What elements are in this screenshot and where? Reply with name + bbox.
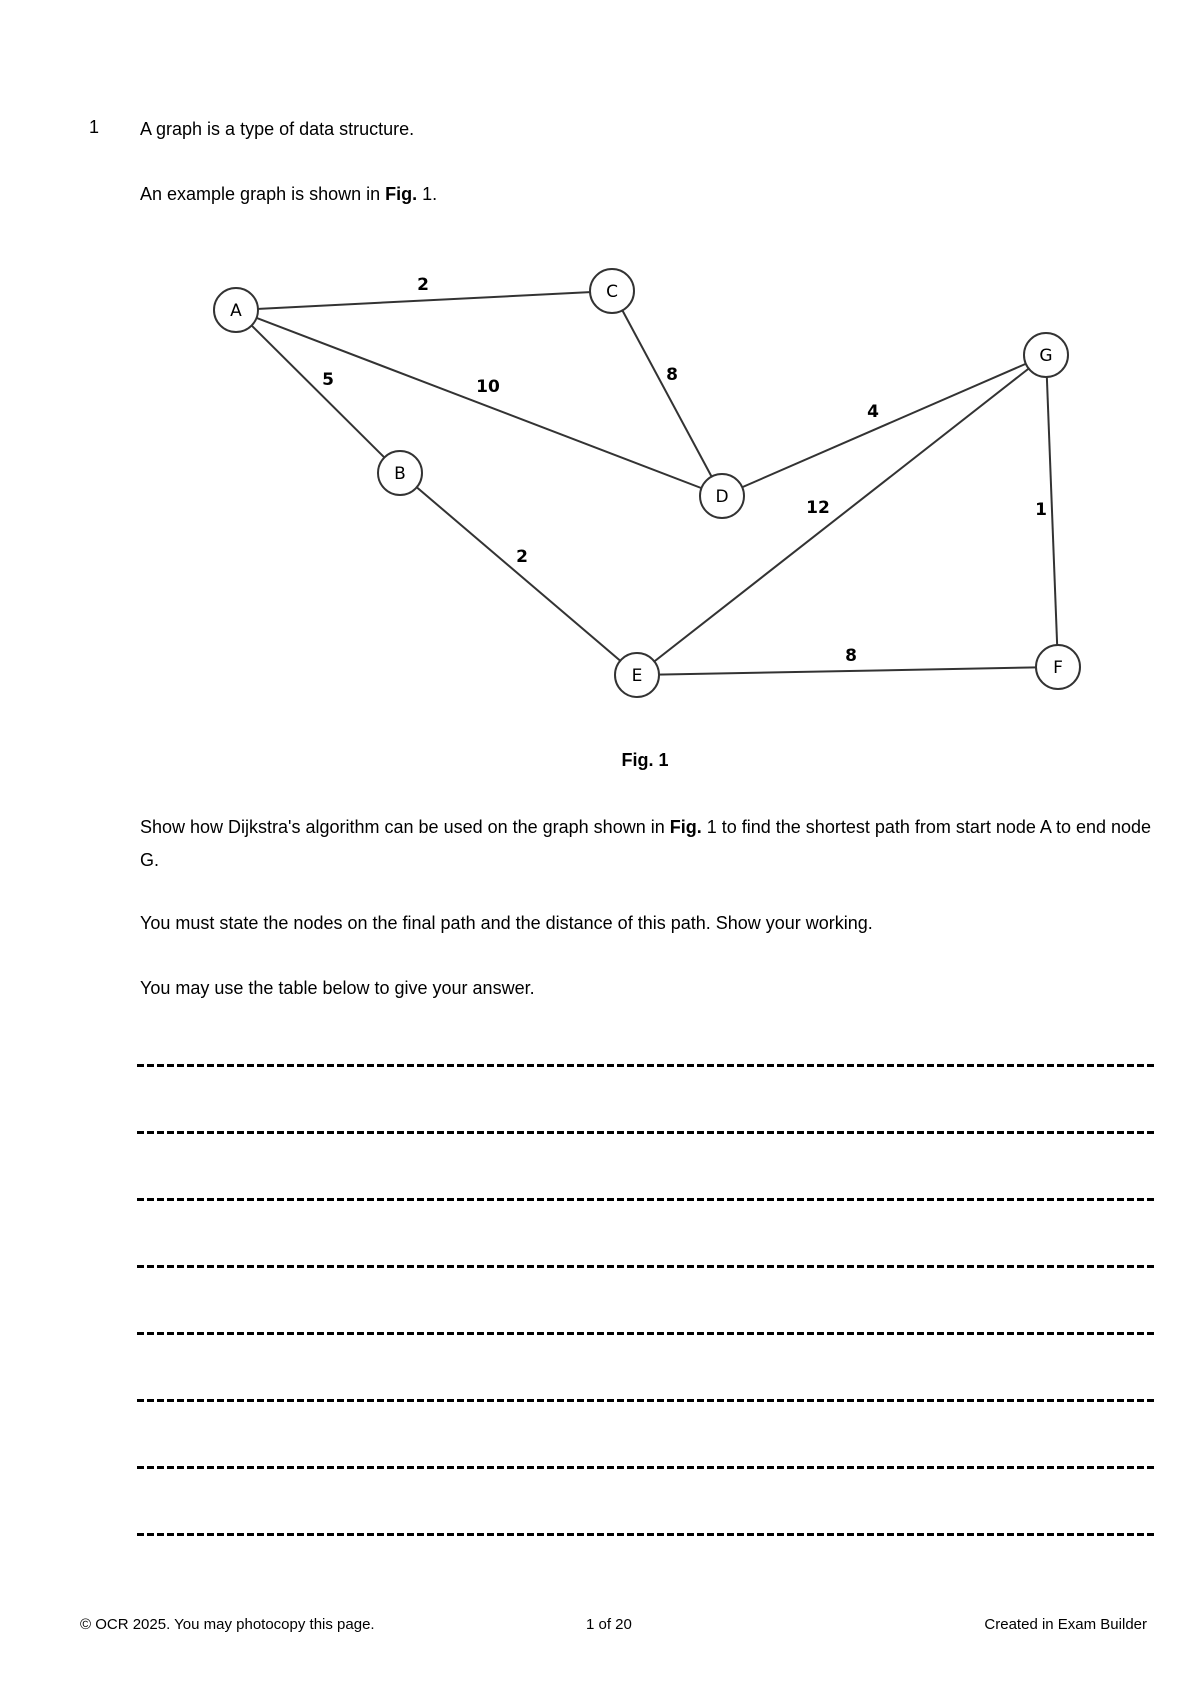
- figure-reference-bold: Fig.: [385, 184, 418, 204]
- edge-weight-e-g: 12: [806, 498, 830, 518]
- edge-e-f: [637, 667, 1058, 675]
- question-task-after: 1 to find the shortest path from start node A to end node G.: [140, 817, 1152, 870]
- edge-g-f: [1046, 355, 1058, 667]
- edge-weight-e-f: 8: [845, 646, 857, 666]
- answer-line[interactable]: [137, 1332, 1157, 1399]
- question-intro: A graph is a type of data structure.: [140, 119, 415, 139]
- node-label-a: A: [230, 301, 242, 321]
- node-label-f: F: [1053, 658, 1063, 678]
- graph-figure: [0, 0, 1200, 760]
- edge-weight-b-e: 2: [516, 547, 528, 567]
- node-label-c: C: [606, 282, 618, 302]
- edge-a-d: [236, 310, 722, 496]
- answer-line[interactable]: [137, 1399, 1157, 1466]
- node-label-g: G: [1039, 346, 1053, 366]
- answer-line[interactable]: [137, 1131, 1157, 1198]
- answer-line[interactable]: [137, 1466, 1157, 1533]
- figure-reference-after: 1.: [417, 184, 438, 204]
- answer-line[interactable]: [137, 1265, 1157, 1332]
- edge-weight-g-f: 1: [1035, 500, 1047, 520]
- node-label-b: B: [394, 464, 406, 484]
- footer-credit: Created in Exam Builder: [984, 1616, 1147, 1633]
- footer-copyright: © OCR 2025. You may photocopy this page.: [80, 1616, 375, 1633]
- question-task-before: Show how Dijkstra's algorithm can be used on the graph shown in: [140, 817, 670, 837]
- question-task: [140, 811, 1160, 877]
- question-task-bold: Fig.: [669, 817, 702, 837]
- node-label-d: D: [715, 487, 729, 507]
- node-label-e: E: [631, 666, 643, 686]
- edge-b-e: [400, 473, 637, 675]
- edge-weight-d-g: 4: [867, 402, 879, 422]
- table-note: You may use the table below to give your answer.: [140, 978, 535, 998]
- edge-weight-a-d: 10: [476, 377, 500, 397]
- edge-a-b: [236, 310, 400, 473]
- question-number: 1: [89, 117, 100, 137]
- edge-weight-a-b: 5: [322, 370, 334, 390]
- figure-caption: Fig. 1: [621, 750, 669, 770]
- answer-line[interactable]: [137, 1064, 1157, 1131]
- answer-area[interactable]: [137, 1064, 1157, 1600]
- question-instruction: You must state the nodes on the final path and the distance of this path. Show your working.: [140, 913, 873, 933]
- edge-e-g: [637, 355, 1046, 675]
- answer-line[interactable]: [137, 1533, 1157, 1600]
- footer-page-number: 1 of 20: [586, 1616, 632, 1633]
- edge-c-d: [612, 291, 722, 496]
- answer-line[interactable]: [137, 1198, 1157, 1265]
- edge-weight-c-d: 8: [666, 365, 678, 385]
- edge-d-g: [722, 355, 1046, 496]
- figure-reference-before: An example graph is shown in: [140, 184, 386, 204]
- edge-weight-a-c: 2: [417, 275, 429, 295]
